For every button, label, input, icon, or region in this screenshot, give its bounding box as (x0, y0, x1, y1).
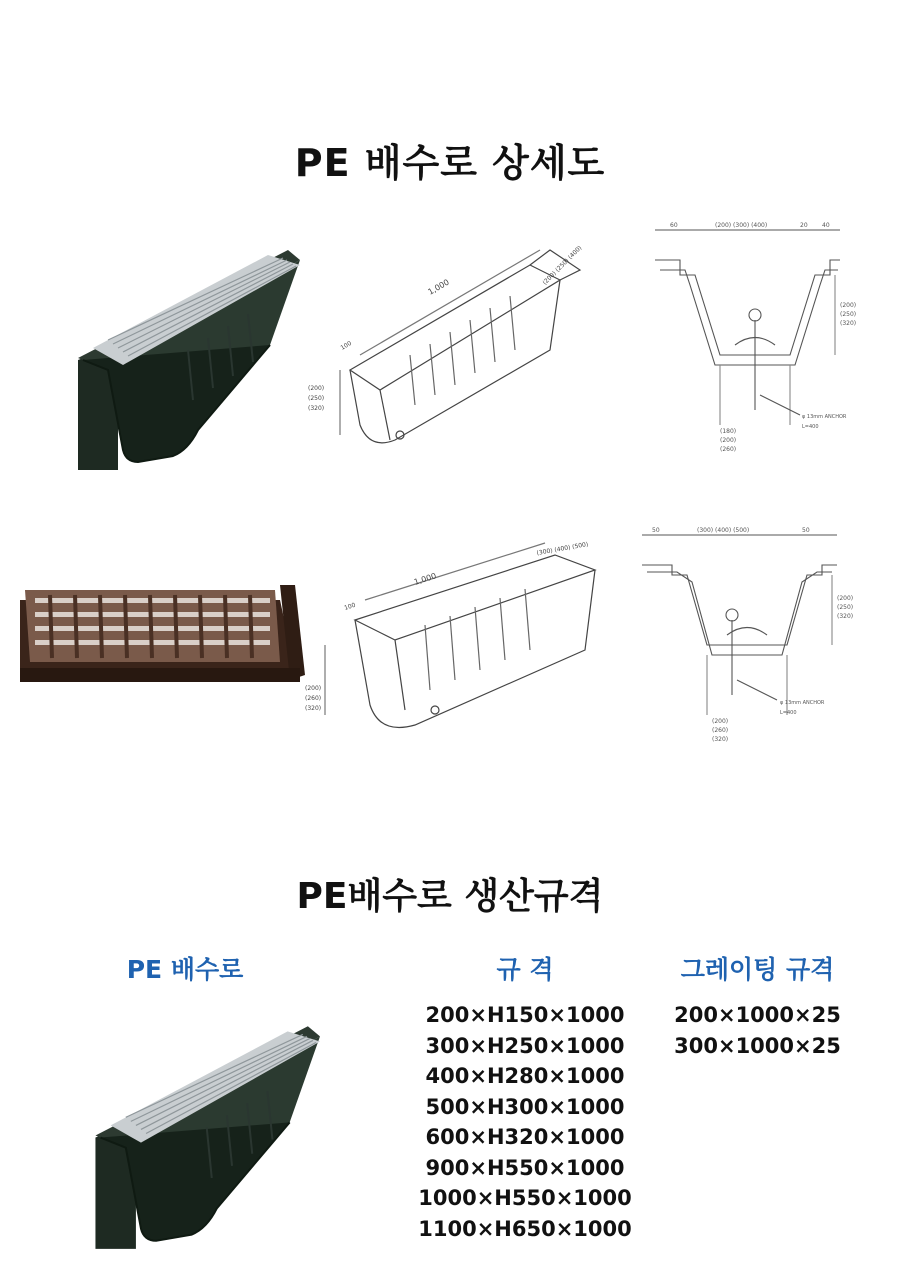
product-photo-pe-channel-3 (55, 1015, 320, 1250)
anchor-label-1: φ 13mm ANCHOR (802, 414, 847, 420)
drawing-channel-isometric-2 (305, 540, 635, 750)
spec-item: 1100×H650×1000 (418, 1216, 632, 1241)
section-right-2b: (250) (837, 604, 854, 611)
dim-length-2: 1,000 (412, 571, 438, 587)
section-top-2a: 50 (652, 527, 660, 534)
column-head-grating: 그레이팅 규격 (680, 955, 835, 984)
spec-item: 300×H250×1000 (425, 1033, 625, 1058)
spec-item: 500×H300×1000 (425, 1094, 625, 1119)
anchor-length-2: L=400 (780, 710, 797, 716)
page-title-detail: PE 배수로 상세도 (294, 141, 606, 185)
anchor-length-1: L=400 (802, 424, 819, 430)
product-photo-pe-channel-2 (20, 580, 310, 695)
page-title-spec: PE배수로 생산규격 (296, 876, 604, 917)
section-bottom-2a: (200) (712, 718, 729, 725)
grating-item: 300×1000×25 (674, 1033, 841, 1058)
section-right-2a: (200) (837, 595, 854, 602)
section-bottom-1a: (180) (720, 428, 737, 435)
dim-height-2b: (260) (305, 695, 322, 702)
section-bottom-1c: (260) (720, 446, 737, 453)
dim-width-2: (300) (400) (500) (536, 541, 589, 557)
section-top-2b: (300) (400) (500) (697, 527, 750, 534)
spec-item: 200×H150×1000 (425, 1003, 625, 1027)
drawing-channel-isometric-1 (300, 240, 630, 470)
grating-item: 200×1000×25 (674, 1003, 841, 1027)
section-top-1c: 20 (800, 222, 808, 229)
dim-side-2: 100 (343, 601, 357, 612)
spec-item: 600×H320×1000 (425, 1125, 625, 1149)
dim-height-2a: (200) (305, 685, 322, 692)
section-bottom-1b: (200) (720, 437, 737, 444)
section-top-2c: 50 (802, 527, 810, 534)
section-bottom-2b: (260) (712, 727, 729, 734)
spec-item: 900×H550×1000 (425, 1155, 625, 1180)
dim-height-1b: (250) (308, 395, 325, 402)
drawing-channel-section-1 (640, 215, 870, 465)
section-bottom-2c: (320) (712, 736, 729, 743)
dim-height-2c: (320) (305, 705, 322, 712)
section-right-1c: (320) (840, 320, 857, 327)
dim-height-1c: (320) (308, 405, 325, 412)
dim-length-1: 1,000 (426, 277, 451, 297)
product-photo-pe-channel-1 (38, 240, 300, 470)
section-right-1b: (250) (840, 311, 857, 318)
section-right-1a: (200) (840, 302, 857, 309)
dim-height-1a: (200) (308, 385, 325, 392)
drawing-channel-section-2 (632, 520, 872, 755)
anchor-label-2: φ 13mm ANCHOR (780, 700, 825, 706)
column-head-product: PE 배수로 (126, 955, 244, 984)
dim-width-1: (200) (250) (400) (541, 244, 584, 287)
dim-side-1: 100 (339, 339, 353, 352)
spec-item: 400×H280×1000 (425, 1064, 625, 1088)
section-top-1b: (200) (300) (400) (715, 222, 768, 229)
section-top-1d: 40 (822, 222, 830, 229)
section-top-1a: 60 (670, 222, 678, 229)
section-right-2c: (320) (837, 613, 854, 620)
spec-item: 1000×H550×1000 (418, 1186, 632, 1210)
spec-list (395, 1000, 655, 1244)
grating-list (660, 1000, 855, 1061)
column-head-spec: 규 격 (496, 955, 554, 984)
